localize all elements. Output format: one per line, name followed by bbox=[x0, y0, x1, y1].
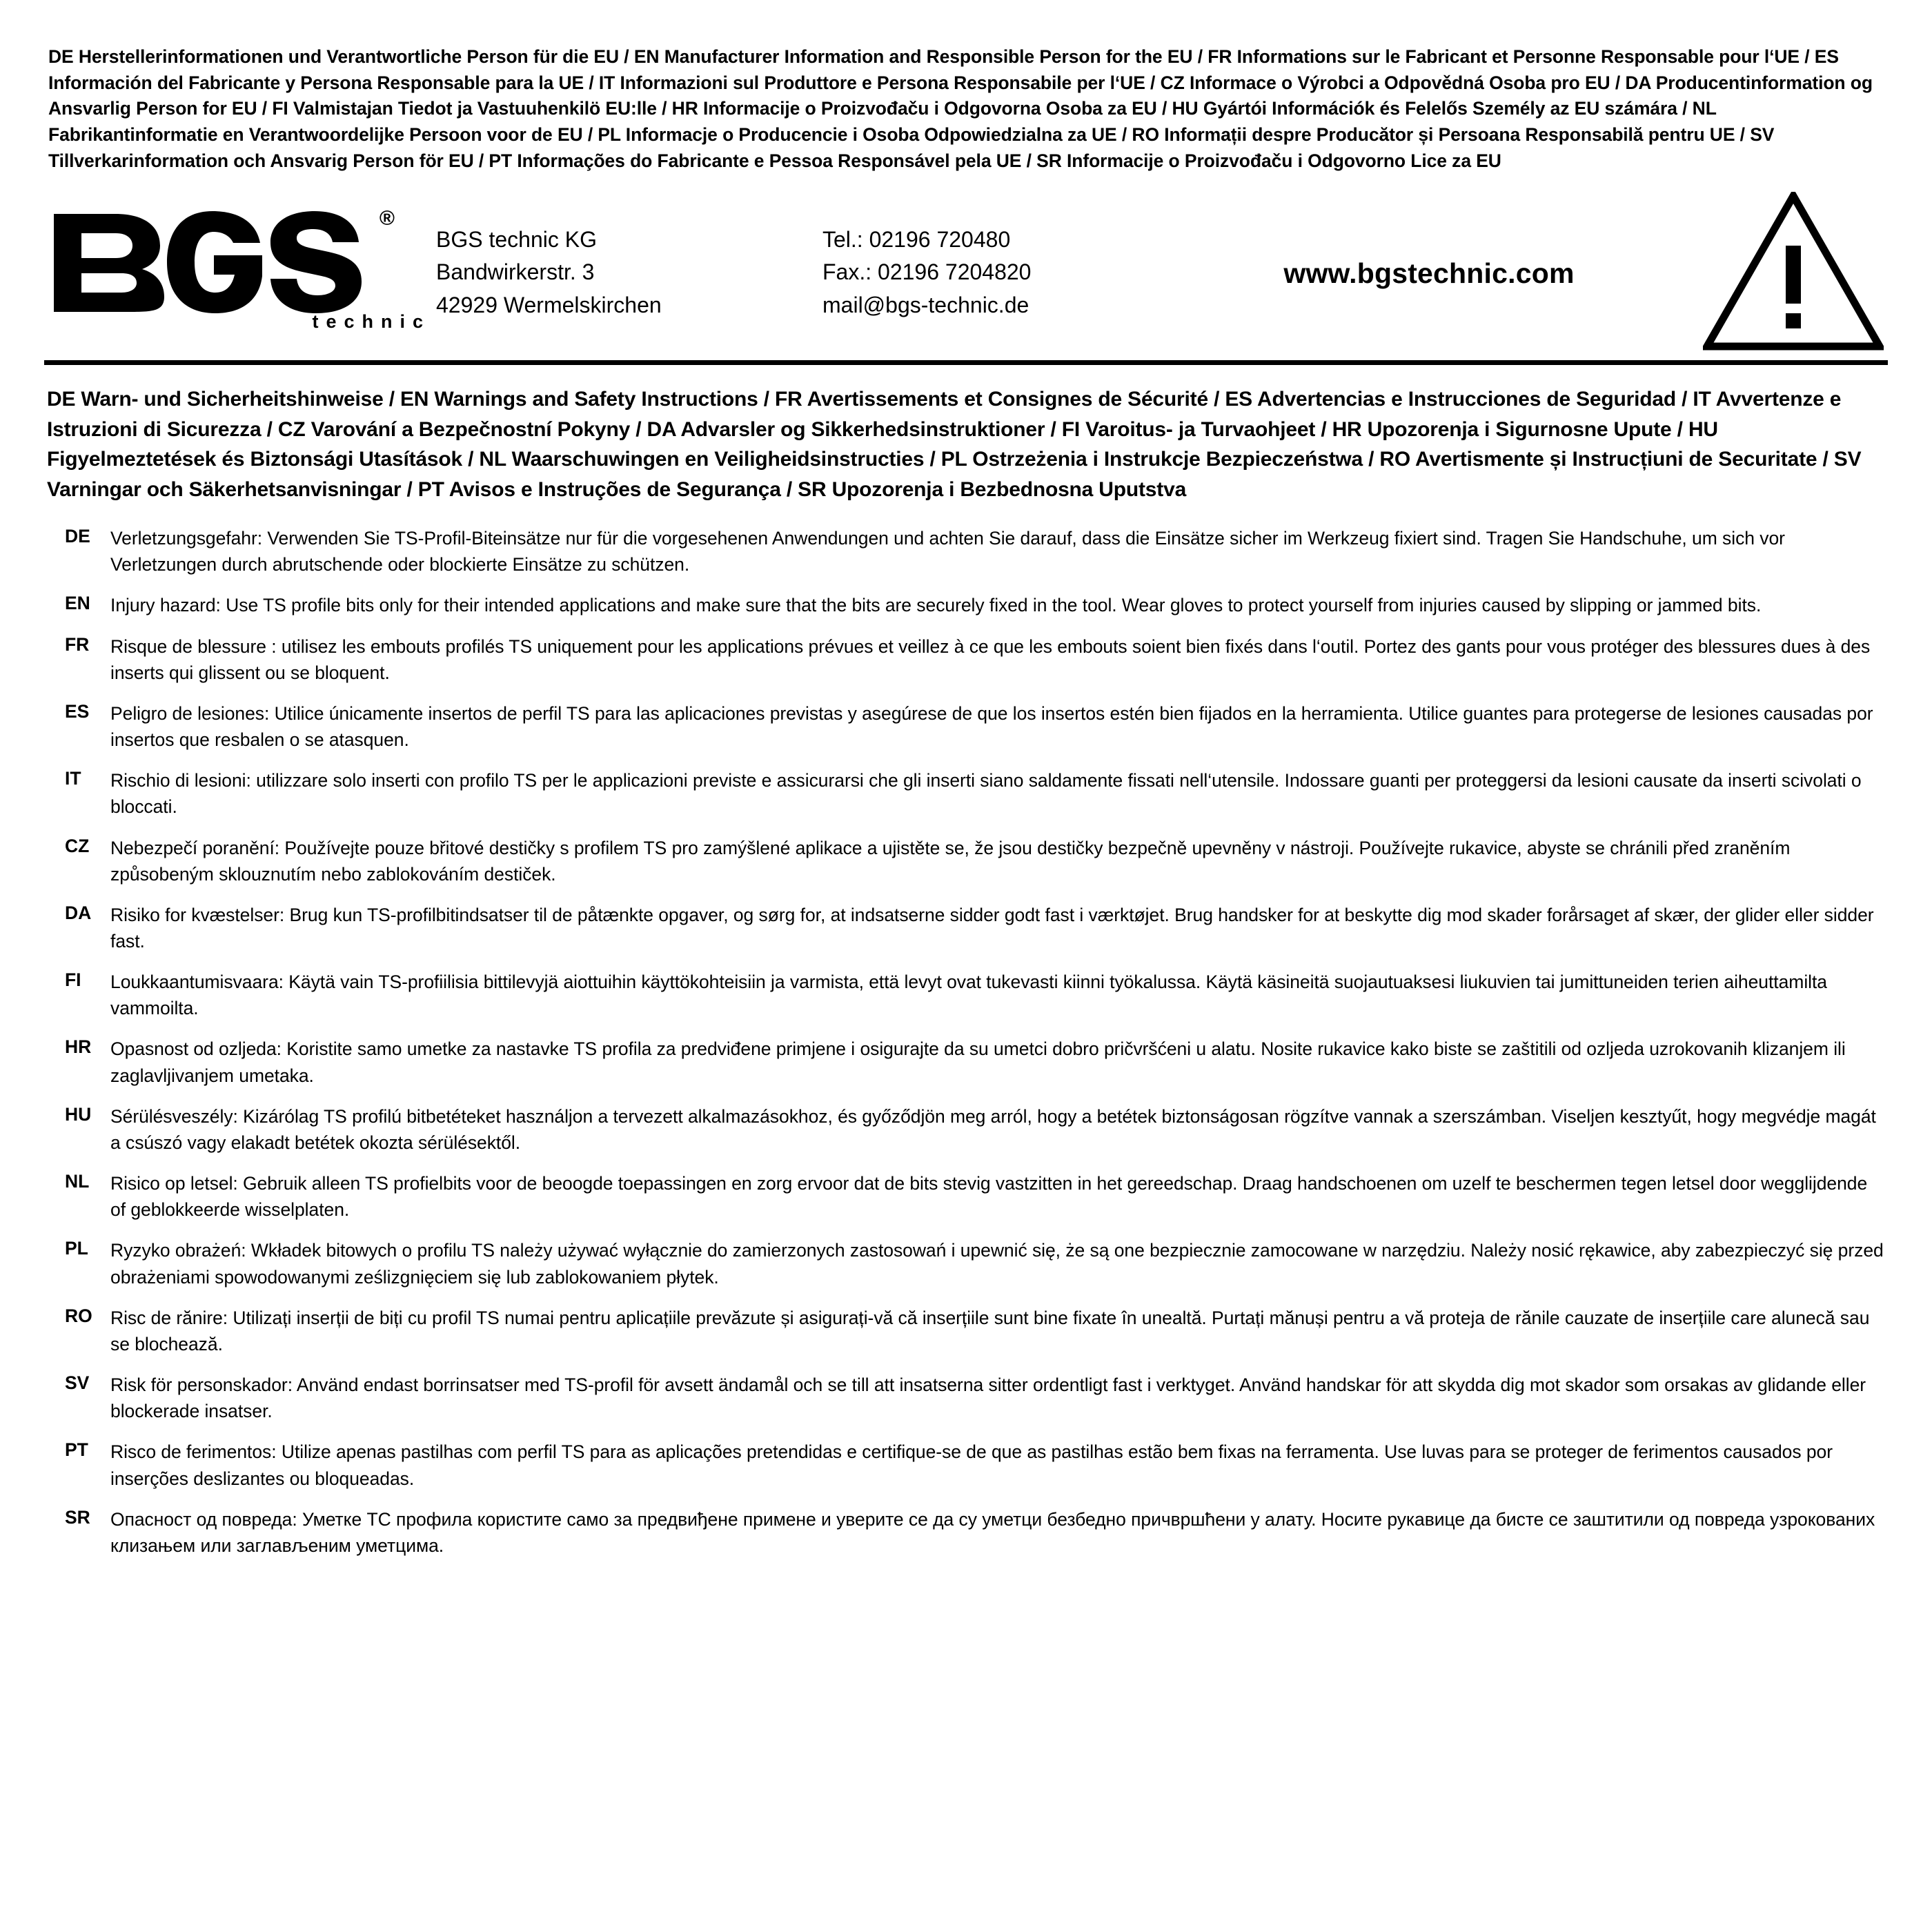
registered-trademark-icon: ® bbox=[379, 207, 395, 230]
warning-text: Ryzyko obrażeń: Wkładek bitowych o profilu TS należy używać wyłącznie do zamierzonych zastosowań i upewnić się, że są one bezpiecznie zamocowane w narzędziu. Należy nosić rękawice, aby zabezpieczyć się przed obrażeniami spowodowanymi ześlizgnięciem się lub zablokowaniem płytek. bbox=[110, 1240, 1884, 1288]
list-item bbox=[47, 592, 1885, 618]
warning-text: Verletzungsgefahr: Verwenden Sie TS-Profil-Biteinsätze nur für die vorgesehenen Anwendungen und achten Sie darauf, dass die Einsätze sicher im Werkzeug fixiert sind. Tragen Sie Handschuhe, um sich vor Verletzungen durch abrutschende oder blockierte Einsätze zu schützen. bbox=[110, 528, 1785, 575]
list-item bbox=[47, 1439, 1885, 1491]
list-item bbox=[47, 1506, 1885, 1559]
language-code: DA bbox=[65, 902, 92, 923]
list-item bbox=[47, 969, 1885, 1021]
list-item bbox=[47, 1372, 1885, 1424]
language-code: NL bbox=[65, 1171, 90, 1192]
list-item bbox=[47, 835, 1885, 887]
language-code: SV bbox=[65, 1372, 90, 1394]
warning-triangle-icon bbox=[1703, 192, 1884, 351]
warning-symbol bbox=[1677, 192, 1888, 351]
warning-list bbox=[44, 525, 1888, 1559]
list-item bbox=[47, 1170, 1885, 1223]
bgs-logo bbox=[44, 207, 436, 333]
list-item bbox=[47, 700, 1885, 753]
company-header bbox=[44, 192, 1888, 365]
warning-text: Опасност од повреда: Уметке ТС профила користите само за предвиђене примене и уверите се да су уметци безбедно причвршћени у алату. Носите рукавице да бисте се заштитили од повреда узрокованих клизањем или заглављеним уметцима. bbox=[110, 1508, 1875, 1556]
language-code: HU bbox=[65, 1103, 92, 1125]
company-contact bbox=[822, 221, 1181, 322]
language-code: PL bbox=[65, 1238, 88, 1259]
list-item bbox=[47, 767, 1885, 820]
warning-text: Risico op letsel: Gebruik alleen TS profielbits voor de beoogde toepassingen en zorg ervoor dat de bits stevig vastzitten in het gereedschap. Draag handschoenen om uzelf te beschermen tegen letsel door wegglijdende of geblokkeerde wisselplaten. bbox=[110, 1173, 1868, 1221]
list-item bbox=[47, 1036, 1885, 1088]
language-code: IT bbox=[65, 768, 81, 789]
list-item bbox=[47, 633, 1885, 686]
warning-text: Loukkaantumisvaara: Käytä vain TS-profiilisia bittilevyjä aiottuihin käyttökohteisiin ja varmista, että levyt ovat tukevasti kiinni työkalussa. Käytä käsineitä suojautuaksesi liukuvien tai jumittuneiden terien aiheuttamilta vammoilta. bbox=[110, 972, 1827, 1019]
warning-text: Opasnost od ozljeda: Koristite samo umetke za nastavke TS profila za predviđene primjene i osigurajte da su umetci dobro pričvršćeni u alatu. Nosite rukavice kako biste se zaštitili od ozljeda uzrokovanih klizanjem ili zaglavljivanjem umetaka. bbox=[110, 1038, 1846, 1086]
language-code: DE bbox=[65, 526, 90, 547]
warning-text: Risc de rănire: Utilizați inserții de biți cu profil TS numai pentru aplicațiile prevăzute și asigurați-vă că inserțiile sunt bine fixate în unealtă. Purtați mănuși pentru a vă proteja de rănile cauzate de inserțiile care alunecă sau se blochează. bbox=[110, 1307, 1870, 1354]
list-item bbox=[47, 1305, 1885, 1357]
warning-text: Risco de ferimentos: Utilize apenas pastilhas com perfil TS para as aplicações pretendidas e certifique-se de que as pastilhas estão bem fixas na ferramenta. Use luvas para se proteger de ferimentos causados por inserções deslizantes ou bloqueadas. bbox=[110, 1441, 1833, 1489]
company-name: BGS technic KG bbox=[436, 227, 597, 253]
warning-text: Risiko for kvæstelser: Brug kun TS-profilbitindsatser til de påtænkte opgaver, og sørg for, at indsatserne sidder godt fast i værktøjet. Brug handsker for at beskytte dig mod skader forårsaget af skær, der glider eller sidder fast. bbox=[110, 904, 1874, 952]
bgs-logo-mark bbox=[50, 210, 374, 313]
language-code: ES bbox=[65, 700, 90, 722]
company-street: Bandwirkerstr. 3 bbox=[436, 259, 595, 285]
warning-text: Risk för personskador: Använd endast borrinsatser med TS-profil för avsett ändamål och se till att insatserna sitter ordentligt fast i verktyget. Använd handskar för att skydda dig mot skador som orsakas av glidande eller blockerade insatser. bbox=[110, 1374, 1866, 1422]
language-code: RO bbox=[65, 1305, 92, 1326]
warning-text: Risque de blessure : utilisez les embouts profilés TS uniquement pour les applications prévues et veillez à ce que les embouts soient bien fixés dans l‘outil. Portez des gants pour vous protéger des blessures dues à des inserts qui glissent ou se bloquent. bbox=[110, 635, 1871, 683]
warnings-heading: DE Warn- und Sicherheitshinweise / EN Warnings and Safety Instructions / FR Avertissements et Consignes de Sécurité / ES Advertencias e Instrucciones de Seguridad / IT Avvertenze e Istruzioni di Sicurezza / CZ Varování a Bezpečnostní Pokyny / DA Advarsler og Sikkerhedsinstruktioner / FI Varoitus- ja Turvaohjeet / HR Upozorenja i Sigurnosne Upute / HU Figyelmeztetések és Biztonsági Utasítások / NL Waarschuwingen en Veiligheidsinstructies / PL Ostrzeżenia i Instrukcje Bezpieczeństwa / RO Avertismente și Instrucțiuni de Securitate / SV Varningar och Säkerhetsanvisningar / PT Avisos e Instruções de Segurança / SR Upozorenja i Bezbednosna Uputstva bbox=[47, 388, 1862, 501]
language-code: HR bbox=[65, 1036, 92, 1058]
warning-text: Peligro de lesiones: Utilice únicamente insertos de perfil TS para las aplicaciones previstas y asegúrese de que los insertos estén bien fijados en la herramienta. Utilice guantes para protegerse de lesiones causadas por insertos que resbalen o se atasquen. bbox=[110, 702, 1873, 751]
language-code: FI bbox=[65, 969, 81, 991]
warning-text: Rischio di lesioni: utilizzare solo inserti con profilo TS per le applicazioni previste e assicurarsi che gli inserti siano saldamente fissati nell‘utensile. Indossare guanti per proteggersi da lesioni causate da inserti scivolati o bloccati. bbox=[110, 770, 1862, 818]
language-code: CZ bbox=[65, 835, 90, 856]
language-code: PT bbox=[65, 1439, 88, 1461]
company-website[interactable]: www.bgstechnic.com bbox=[1283, 257, 1575, 289]
company-city: 42929 Wermelskirchen bbox=[436, 292, 662, 317]
bgs-logo-subtitle: technic bbox=[312, 311, 431, 333]
company-email[interactable]: mail@bgs-technic.de bbox=[822, 292, 1029, 317]
list-item bbox=[47, 1237, 1885, 1290]
list-item bbox=[47, 902, 1885, 954]
warning-text: Injury hazard: Use TS profile bits only for their intended applications and make sure that the bits are securely fixed in the tool. Wear gloves to protect yourself from injuries caused by slipping or jammed bits. bbox=[110, 595, 1762, 616]
company-fax: Fax.: 02196 7204820 bbox=[822, 259, 1032, 285]
language-code: FR bbox=[65, 633, 90, 655]
company-address bbox=[436, 221, 822, 322]
list-item bbox=[47, 1103, 1885, 1156]
language-code: EN bbox=[65, 593, 90, 614]
list-item bbox=[47, 525, 1885, 578]
company-telephone: Tel.: 02196 720480 bbox=[822, 227, 1011, 253]
language-code: SR bbox=[65, 1506, 90, 1528]
manufacturer-info-heading: DE Herstellerinformationen und Verantwortliche Person für die EU / EN Manufacturer Information and Responsible Person for the EU / FR Informations sur le Fabricant et Personne Responsable pour l‘UE / ES Información del Fabricante y Persona Responsable para la UE / IT Informazioni sul Produttore e Persona Responsabile per l‘UE / CZ Informace o Výrobci a Odpovědná Osoba pro EU / DA Producentinformation og Ansvarlig Person for EU / FI Valmistajan Tiedot ja Vastuuhenkilö EU:lle / HR Informacije o Proizvođaču i Odgovorna Osoba za EU / HU Gyártói Információk és Felelős Személy az EU számára / NL Fabrikantinformatie en Verantwoordelijke Persoon voor de EU / PL Informacje o Producencie i Osoba Odpowiedzialna za UE / RO Informații despre Producător și Persoana Responsabilă pentru UE / SV Tillverkarinformation och Ansvarig Person för EU / PT Informações do Fabricante e Pessoa Responsável pela UE / SR Informacije o Proizvođaču i Odgovorno Lice za EU bbox=[48, 46, 1873, 171]
warning-text: Nebezpečí poranění: Používejte pouze břitové destičky s profilem TS pro zamýšlené aplikace a ujistěte se, že jsou destičky bezpečně upevněny v nástroji. Používejte rukavice, abyste se chránili před zraněním způsobeným sklouznutím nebo zablokováním destiček. bbox=[110, 837, 1791, 885]
warning-text: Sérülésveszély: Kizárólag TS profilú bitbetéteket használjon a tervezett alkalmazásokhoz, és győződjön meg arról, hogy a betétek biztonságosan rögzítve vannak a szerszámban. Viseljen kesztyűt, hogy megvédje magát a csúszó vagy elakadt betétek okozta sérülésektől. bbox=[110, 1105, 1876, 1153]
